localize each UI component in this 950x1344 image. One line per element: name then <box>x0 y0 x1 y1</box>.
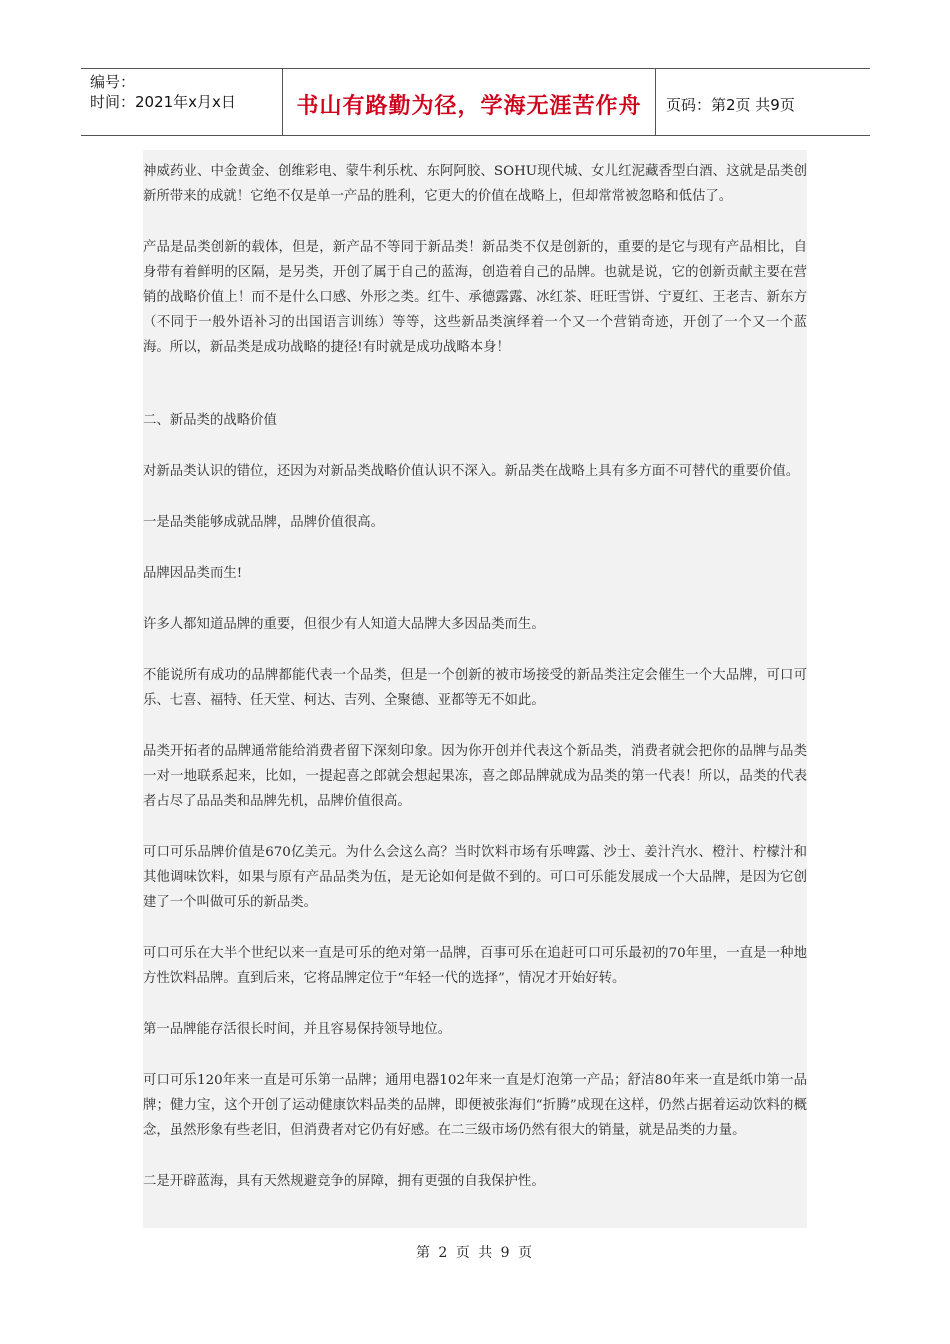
header-page-number: 页码：第2页 共9页 <box>666 95 795 114</box>
page-footer <box>0 1242 950 1262</box>
header-meta-cell <box>81 69 283 135</box>
body-paragraph: 对新品类认识的错位，还因为对新品类战略价值认识不深入。新品类在战略上具有多方面不可替代的重要价值。 <box>143 464 800 479</box>
section-heading: 二、新品类的战略价值 <box>143 413 277 428</box>
body-paragraph: 第一品牌能存活很长时间，并且容易保持领导地位。 <box>143 1022 451 1037</box>
document-number-label: 编号： <box>90 73 136 91</box>
body-paragraph: 不能说所有成功的品牌都能代表一个品类，但是一个创新的被市场接受的新品类注定会催生一个大品牌，可口可乐、七喜、福特、任天堂、柯达、吉列、全聚德、亚都等无不如此。 <box>143 668 807 708</box>
body-paragraph: 品类开拓者的品牌通常能给消费者留下深刻印象。因为你开创并代表这个新品类，消费者就会把你的品牌与品类一对一地联系起来，比如，一提起喜之郎就会想起果冻，喜之郎品牌就成为品类的第一代表！所以，品类的代表者占尽了品品类和品牌先机，品牌价值很高。 <box>143 744 807 809</box>
body-paragraph: 可口可乐品牌价值是670亿美元。为什么会这么高？当时饮料市场有乐啤露、沙士、姜汁汽水、橙汁、柠檬汁和其他调味饮料，如果与原有产品品类为伍，是无论如何是做不到的。可口可乐能发展成一个大品牌，是因为它创建了一个叫做可乐的新品类。 <box>143 845 807 910</box>
body-paragraph: 一是品类能够成就品牌，品牌价值很高。 <box>143 515 385 530</box>
header-motto-cell <box>283 69 656 135</box>
header-motto: 书山有路勤为径，学海无涯苦作舟 <box>296 93 642 119</box>
header-page-cell <box>656 69 870 135</box>
body-paragraph: 产品是品类创新的载体，但是，新产品不等同于新品类！新品类不仅是创新的，重要的是它与现有产品相比，自身带有着鲜明的区隔，是另类，开创了属于自己的蓝海，创造着自己的品牌。也就是说，它的创新贡献主要在营销的战略价值上！而不是什么口感、外形之类。红牛、承德露露、冰红茶、旺旺雪饼、宁夏红、王老吉、新东方（不同于一般外语补习的出国语言训练）等等，这些新品类演绎着一个又一个营销奇迹，开创了一个又一个蓝海。所以，新品类是成功战略的捷径!有时就是成功战略本身！ <box>143 240 807 355</box>
body-paragraph: 二是开辟蓝海，具有天然规避竞争的屏障，拥有更强的自我保护性。 <box>143 1174 545 1189</box>
body-paragraph: 可口可乐120年来一直是可乐第一品牌；通用电器102年来一直是灯泡第一产品；舒洁80年来一直是纸巾第一品牌；健力宝，这个开创了运动健康饮料品类的品牌，即便被张海们“折腾”成现在这样，仍然占据着运动饮料的概念，虽然形象有些老旧，但消费者对它仍有好感。在二三级市场仍然有很大的销量，就是品类的力量。 <box>143 1073 807 1138</box>
footer-page-number: 第 2 页 共 9 页 <box>415 1245 535 1261</box>
body-paragraph: 可口可乐在大半个世纪以来一直是可乐的绝对第一品牌，百事可乐在追赶可口可乐最初的70年里，一直是一种地方性饮料品牌。直到后来，它将品牌定位于“年轻一代的选择”，情况才开始好转。 <box>143 946 807 986</box>
body-paragraph: 品牌因品类而生! <box>143 566 243 581</box>
body-paragraph: 神威药业、中金黄金、创维彩电、蒙牛利乐枕、东阿阿胶、SOHU现代城、女儿红泥藏香型白酒、这就是品类创新所带来的成就！它绝不仅是单一产品的胜利，它更大的价值在战略上，但却常常被忽略和低估了。 <box>143 164 807 204</box>
document-date-label: 时间：2021年x月x日 <box>90 93 236 111</box>
page-header <box>81 68 870 136</box>
body-paragraph: 许多人都知道品牌的重要，但很少有人知道大品牌大多因品类而生。 <box>143 617 545 632</box>
document-body <box>143 150 807 1228</box>
